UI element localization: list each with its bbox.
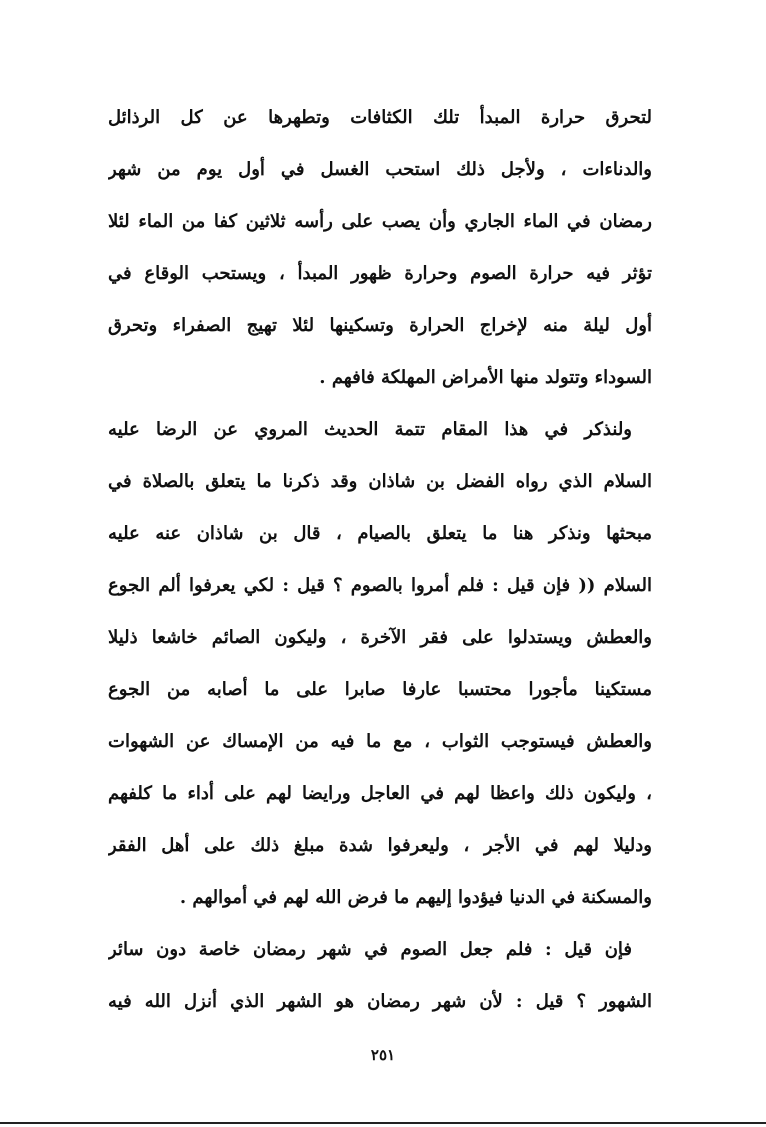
- text-line: ولنذكر في هذا المقام تتمة الحديث المروي عن الرضا عليه: [108, 419, 632, 440]
- text-line: السوداء وتتولد منها الأمراض المهلكة فافهم .: [319, 367, 652, 388]
- body-text: [108, 92, 652, 1028]
- text-line: فإن قيل : فلم جعل الصوم في شهر رمضان خاصة دون سائر: [108, 939, 632, 960]
- text-line: أول ليلة منه لإخراج الحرارة وتسكينها لئلا تهيج الصفراء وتحرق: [108, 315, 652, 336]
- text-line: لتحرق حرارة المبدأ تلك الكثافات وتطهرها عن كل الرذائل: [108, 107, 652, 128]
- text-line: ودليلا لهم في الأجر ، وليعرفوا شدة مبلغ ذلك على أهل الفقر: [108, 835, 652, 856]
- text-line: رمضان في الماء الجاري وأن يصب على رأسه ثلاثين كفا من الماء لئلا: [108, 211, 652, 232]
- text-line: السلام (( فإن قيل : فلم أمروا بالصوم ؟ قيل : لكي يعرفوا ألم الجوع: [108, 575, 652, 596]
- text-line: الشهور ؟ قيل : لأن شهر رمضان هو الشهر الذي أنزل الله فيه: [108, 991, 652, 1012]
- text-line: مبحثها ونذكر هنا ما يتعلق بالصيام ، قال بن شاذان عنه عليه: [108, 523, 652, 544]
- text-line: السلام الذي رواه الفضل بن شاذان وقد ذكرنا ما يتعلق بالصلاة في: [108, 471, 652, 492]
- text-line: والمسكنة في الدنيا فيؤدوا إليهم ما فرض الله لهم في أموالهم .: [179, 887, 652, 908]
- bottom-rule: [0, 1122, 766, 1124]
- text-line: والدناءات ، ولأجل ذلك استحب الغسل في أول يوم من شهر: [108, 159, 652, 180]
- text-line: والعطش فيستوجب الثواب ، مع ما فيه من الإمساك عن الشهوات: [108, 731, 652, 752]
- text-line: والعطش ويستدلوا على فقر الآخرة ، وليكون الصائم خاشعا ذليلا: [108, 627, 652, 648]
- page-number: ٢٥١: [370, 1046, 396, 1064]
- text-line: تؤثر فيه حرارة الصوم وحرارة ظهور المبدأ ، ويستحب الوقاع في: [108, 263, 652, 284]
- text-line: ، وليكون ذلك واعظا لهم في العاجل ورايضا لهم على أداء ما كلفهم: [108, 783, 652, 804]
- text-line: مستكينا مأجورا محتسبا عارفا صابرا على ما أصابه من الجوع: [108, 679, 652, 700]
